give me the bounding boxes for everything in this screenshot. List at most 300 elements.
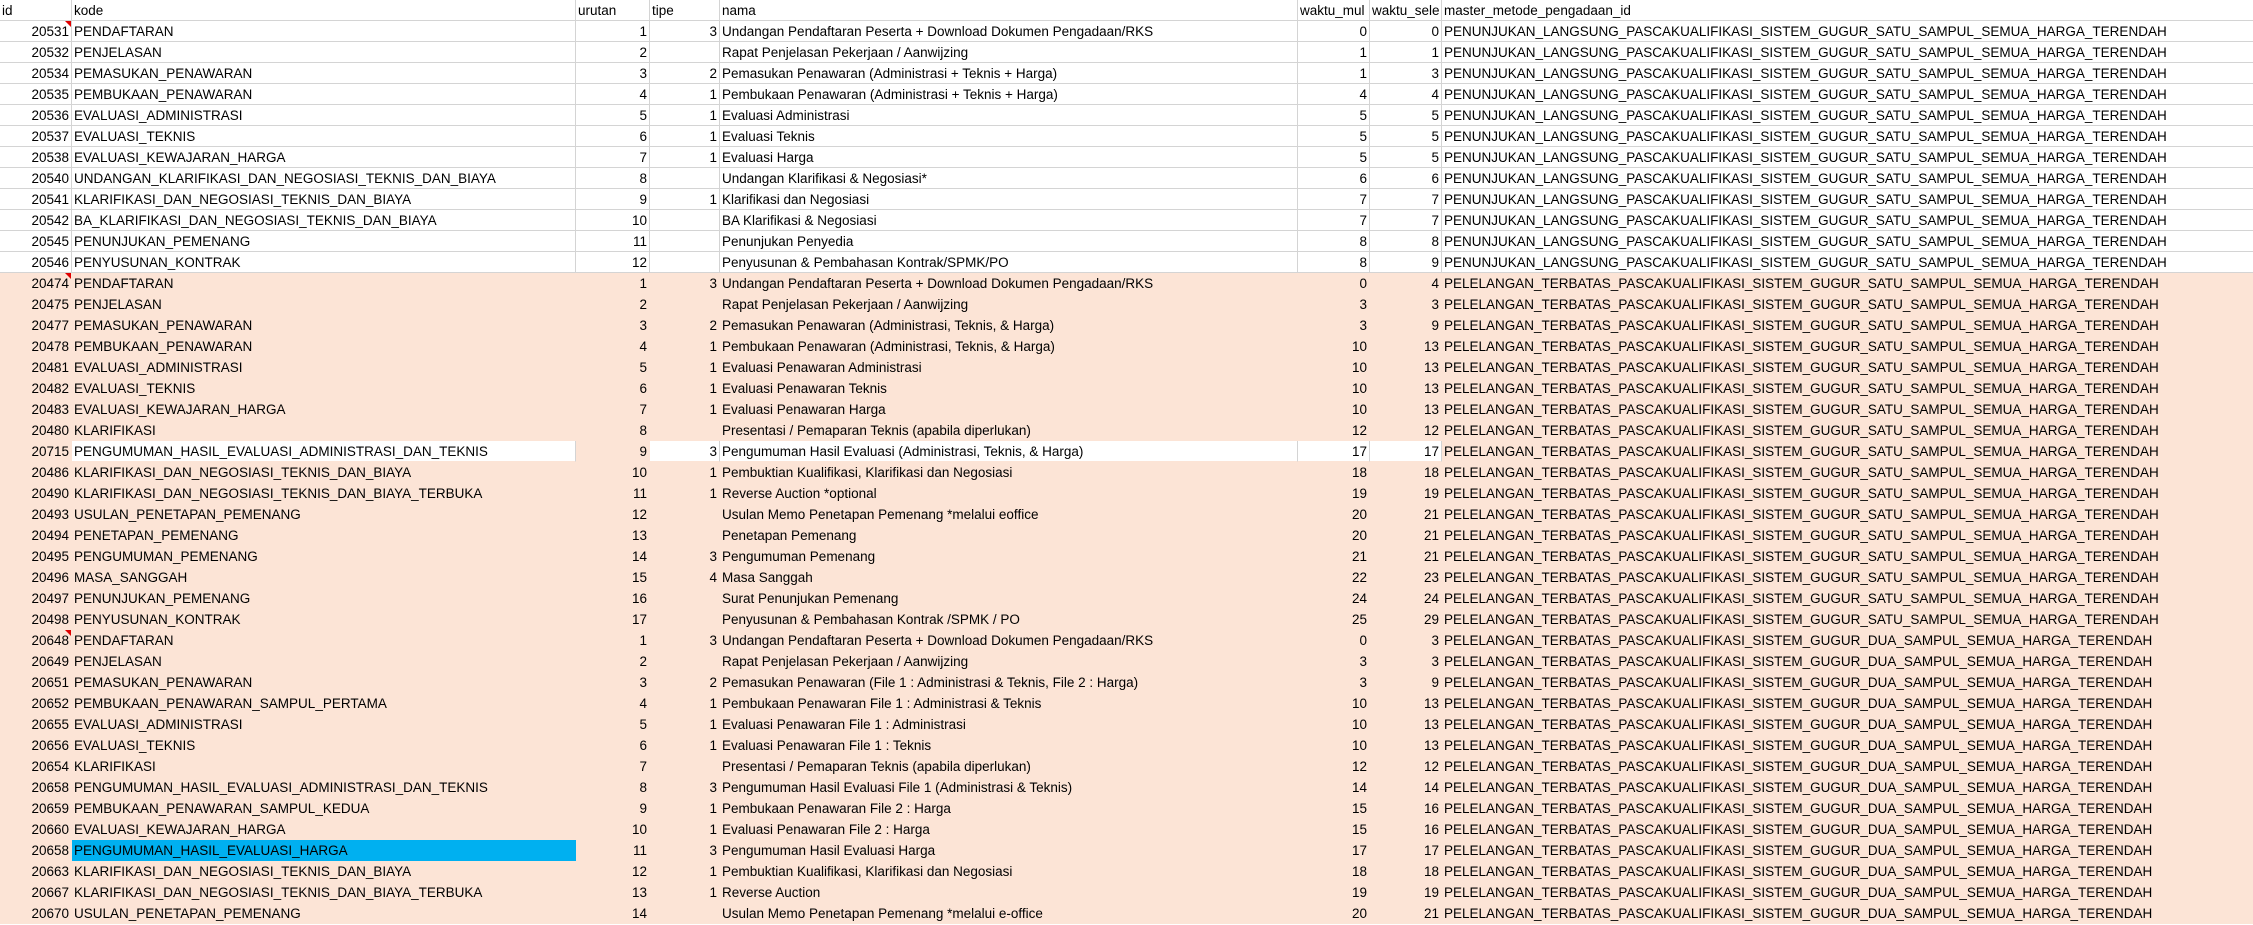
cell-id[interactable] <box>0 189 72 210</box>
cell-master-metode-pengadaan-id[interactable] <box>1442 588 2253 609</box>
cell-kode[interactable] <box>72 294 576 315</box>
cell-master-metode-pengadaan-id[interactable] <box>1442 840 2253 861</box>
cell-master-metode-pengadaan-id[interactable] <box>1442 399 2253 420</box>
cell-waktu-selesai[interactable] <box>1370 210 1442 231</box>
cell-urutan[interactable] <box>576 651 650 672</box>
cell-waktu-selesai[interactable] <box>1370 567 1442 588</box>
cell-waktu-mulai[interactable] <box>1298 315 1370 336</box>
cell-waktu-selesai[interactable] <box>1370 231 1442 252</box>
cell-nama[interactable] <box>720 336 1298 357</box>
header-id[interactable]: id <box>0 0 72 21</box>
cell-kode[interactable] <box>72 168 576 189</box>
cell-urutan[interactable] <box>576 777 650 798</box>
cell-tipe[interactable] <box>650 819 720 840</box>
cell-nama[interactable] <box>720 525 1298 546</box>
cell-urutan[interactable] <box>576 273 650 294</box>
cell-nama[interactable] <box>720 315 1298 336</box>
cell-master-metode-pengadaan-id[interactable] <box>1442 714 2253 735</box>
cell-urutan[interactable] <box>576 399 650 420</box>
cell-waktu-selesai[interactable] <box>1370 168 1442 189</box>
cell-master-metode-pengadaan-id[interactable] <box>1442 357 2253 378</box>
cell-nama[interactable] <box>720 861 1298 882</box>
cell-waktu-mulai[interactable] <box>1298 588 1370 609</box>
cell-id[interactable] <box>0 651 72 672</box>
cell-waktu-selesai[interactable] <box>1370 84 1442 105</box>
cell-id[interactable] <box>0 147 72 168</box>
cell-urutan[interactable] <box>576 903 650 924</box>
cell-tipe[interactable] <box>650 546 720 567</box>
cell-urutan[interactable] <box>576 819 650 840</box>
cell-master-metode-pengadaan-id[interactable] <box>1442 105 2253 126</box>
cell-waktu-mulai[interactable] <box>1298 189 1370 210</box>
cell-waktu-selesai[interactable] <box>1370 126 1442 147</box>
cell-urutan[interactable] <box>576 420 650 441</box>
cell-urutan[interactable] <box>576 504 650 525</box>
cell-waktu-mulai[interactable] <box>1298 903 1370 924</box>
cell-master-metode-pengadaan-id[interactable] <box>1442 798 2253 819</box>
cell-master-metode-pengadaan-id[interactable] <box>1442 462 2253 483</box>
cell-id[interactable] <box>0 105 72 126</box>
cell-master-metode-pengadaan-id[interactable] <box>1442 231 2253 252</box>
cell-waktu-selesai[interactable] <box>1370 462 1442 483</box>
cell-urutan[interactable] <box>576 756 650 777</box>
cell-nama[interactable] <box>720 105 1298 126</box>
cell-waktu-mulai[interactable] <box>1298 147 1370 168</box>
cell-nama[interactable] <box>720 483 1298 504</box>
cell-nama[interactable] <box>720 567 1298 588</box>
cell-waktu-selesai[interactable] <box>1370 693 1442 714</box>
cell-kode[interactable] <box>72 336 576 357</box>
cell-tipe[interactable] <box>650 462 720 483</box>
cell-waktu-mulai[interactable] <box>1298 336 1370 357</box>
cell-urutan[interactable] <box>576 882 650 903</box>
cell-tipe[interactable] <box>650 189 720 210</box>
cell-tipe[interactable] <box>650 672 720 693</box>
cell-waktu-mulai[interactable] <box>1298 231 1370 252</box>
cell-waktu-selesai[interactable] <box>1370 420 1442 441</box>
cell-waktu-selesai[interactable] <box>1370 252 1442 273</box>
cell-urutan[interactable] <box>576 609 650 630</box>
cell-urutan[interactable] <box>576 231 650 252</box>
cell-tipe[interactable] <box>650 693 720 714</box>
cell-urutan[interactable] <box>576 21 650 42</box>
cell-master-metode-pengadaan-id[interactable] <box>1442 882 2253 903</box>
cell-kode[interactable] <box>72 609 576 630</box>
cell-waktu-mulai[interactable] <box>1298 693 1370 714</box>
cell-id[interactable] <box>0 819 72 840</box>
cell-id[interactable] <box>0 441 72 462</box>
cell-tipe[interactable] <box>650 903 720 924</box>
cell-urutan[interactable] <box>576 483 650 504</box>
cell-id[interactable] <box>0 609 72 630</box>
cell-nama[interactable] <box>720 294 1298 315</box>
cell-nama[interactable] <box>720 126 1298 147</box>
cell-waktu-mulai[interactable] <box>1298 483 1370 504</box>
cell-master-metode-pengadaan-id[interactable] <box>1442 651 2253 672</box>
cell-id[interactable] <box>0 903 72 924</box>
cell-id[interactable] <box>0 882 72 903</box>
cell-urutan[interactable] <box>576 588 650 609</box>
cell-nama[interactable] <box>720 357 1298 378</box>
cell-tipe[interactable] <box>650 273 720 294</box>
cell-id[interactable] <box>0 525 72 546</box>
cell-waktu-selesai[interactable] <box>1370 819 1442 840</box>
cell-waktu-mulai[interactable] <box>1298 819 1370 840</box>
cell-waktu-selesai[interactable] <box>1370 525 1442 546</box>
cell-id[interactable] <box>0 546 72 567</box>
cell-kode[interactable] <box>72 84 576 105</box>
cell-waktu-mulai[interactable] <box>1298 273 1370 294</box>
cell-tipe[interactable] <box>650 798 720 819</box>
cell-tipe[interactable] <box>650 378 720 399</box>
cell-kode[interactable] <box>72 756 576 777</box>
cell-kode[interactable] <box>72 504 576 525</box>
cell-waktu-selesai[interactable] <box>1370 714 1442 735</box>
cell-master-metode-pengadaan-id[interactable] <box>1442 735 2253 756</box>
cell-urutan[interactable] <box>576 861 650 882</box>
cell-master-metode-pengadaan-id[interactable] <box>1442 21 2253 42</box>
cell-waktu-mulai[interactable] <box>1298 882 1370 903</box>
cell-id[interactable] <box>0 420 72 441</box>
cell-kode[interactable] <box>72 357 576 378</box>
cell-id[interactable] <box>0 693 72 714</box>
cell-id[interactable] <box>0 672 72 693</box>
cell-waktu-mulai[interactable] <box>1298 777 1370 798</box>
cell-urutan[interactable] <box>576 462 650 483</box>
cell-waktu-selesai[interactable] <box>1370 882 1442 903</box>
cell-kode[interactable] <box>72 441 576 462</box>
cell-master-metode-pengadaan-id[interactable] <box>1442 189 2253 210</box>
cell-nama[interactable] <box>720 210 1298 231</box>
cell-kode[interactable] <box>72 63 576 84</box>
cell-waktu-mulai[interactable] <box>1298 840 1370 861</box>
cell-kode[interactable] <box>72 252 576 273</box>
cell-waktu-selesai[interactable] <box>1370 378 1442 399</box>
cell-urutan[interactable] <box>576 252 650 273</box>
cell-id[interactable] <box>0 399 72 420</box>
cell-nama[interactable] <box>720 903 1298 924</box>
cell-waktu-selesai[interactable] <box>1370 546 1442 567</box>
cell-master-metode-pengadaan-id[interactable] <box>1442 525 2253 546</box>
cell-tipe[interactable] <box>650 105 720 126</box>
cell-nama[interactable] <box>720 168 1298 189</box>
cell-id[interactable] <box>0 168 72 189</box>
cell-nama[interactable] <box>720 441 1298 462</box>
cell-kode[interactable] <box>72 819 576 840</box>
cell-master-metode-pengadaan-id[interactable] <box>1442 84 2253 105</box>
cell-waktu-selesai[interactable] <box>1370 273 1442 294</box>
cell-waktu-mulai[interactable] <box>1298 630 1370 651</box>
cell-kode[interactable] <box>72 105 576 126</box>
cell-id[interactable] <box>0 357 72 378</box>
cell-master-metode-pengadaan-id[interactable] <box>1442 777 2253 798</box>
cell-nama[interactable] <box>720 147 1298 168</box>
cell-waktu-selesai[interactable] <box>1370 63 1442 84</box>
cell-waktu-selesai[interactable] <box>1370 147 1442 168</box>
cell-id[interactable] <box>0 42 72 63</box>
cell-waktu-mulai[interactable] <box>1298 672 1370 693</box>
cell-waktu-mulai[interactable] <box>1298 168 1370 189</box>
cell-waktu-mulai[interactable] <box>1298 420 1370 441</box>
cell-id[interactable] <box>0 126 72 147</box>
cell-waktu-mulai[interactable] <box>1298 84 1370 105</box>
cell-waktu-selesai[interactable] <box>1370 630 1442 651</box>
cell-id[interactable] <box>0 777 72 798</box>
cell-waktu-selesai[interactable] <box>1370 672 1442 693</box>
cell-nama[interactable] <box>720 630 1298 651</box>
cell-urutan[interactable] <box>576 84 650 105</box>
cell-master-metode-pengadaan-id[interactable] <box>1442 756 2253 777</box>
cell-id[interactable] <box>0 798 72 819</box>
cell-waktu-selesai[interactable] <box>1370 336 1442 357</box>
cell-nama[interactable] <box>720 756 1298 777</box>
cell-tipe[interactable] <box>650 21 720 42</box>
cell-waktu-selesai[interactable] <box>1370 735 1442 756</box>
cell-kode[interactable] <box>72 399 576 420</box>
cell-tipe[interactable] <box>650 735 720 756</box>
cell-kode[interactable] <box>72 126 576 147</box>
cell-nama[interactable] <box>720 714 1298 735</box>
header-master-metode-pengadaan-id[interactable]: master_metode_pengadaan_id <box>1442 0 2253 21</box>
cell-nama[interactable] <box>720 546 1298 567</box>
cell-urutan[interactable] <box>576 168 650 189</box>
cell-tipe[interactable] <box>650 840 720 861</box>
cell-master-metode-pengadaan-id[interactable] <box>1442 210 2253 231</box>
cell-kode[interactable] <box>72 861 576 882</box>
cell-kode[interactable] <box>72 483 576 504</box>
cell-tipe[interactable] <box>650 441 720 462</box>
cell-tipe[interactable] <box>650 525 720 546</box>
cell-waktu-mulai[interactable] <box>1298 567 1370 588</box>
cell-master-metode-pengadaan-id[interactable] <box>1442 315 2253 336</box>
cell-kode[interactable] <box>72 525 576 546</box>
header-urutan[interactable]: urutan <box>576 0 650 21</box>
cell-kode[interactable] <box>72 651 576 672</box>
cell-urutan[interactable] <box>576 630 650 651</box>
cell-urutan[interactable] <box>576 735 650 756</box>
cell-nama[interactable] <box>720 609 1298 630</box>
cell-id[interactable] <box>0 504 72 525</box>
cell-urutan[interactable] <box>576 189 650 210</box>
cell-urutan[interactable] <box>576 357 650 378</box>
cell-master-metode-pengadaan-id[interactable] <box>1442 567 2253 588</box>
cell-waktu-mulai[interactable] <box>1298 609 1370 630</box>
cell-kode[interactable] <box>72 315 576 336</box>
cell-urutan[interactable] <box>576 63 650 84</box>
cell-nama[interactable] <box>720 273 1298 294</box>
cell-tipe[interactable] <box>650 882 720 903</box>
cell-waktu-selesai[interactable] <box>1370 903 1442 924</box>
cell-waktu-mulai[interactable] <box>1298 252 1370 273</box>
cell-master-metode-pengadaan-id[interactable] <box>1442 861 2253 882</box>
cell-urutan[interactable] <box>576 441 650 462</box>
cell-id[interactable] <box>0 252 72 273</box>
cell-nama[interactable] <box>720 231 1298 252</box>
cell-nama[interactable] <box>720 21 1298 42</box>
cell-kode[interactable] <box>72 378 576 399</box>
cell-master-metode-pengadaan-id[interactable] <box>1442 420 2253 441</box>
cell-nama[interactable] <box>720 378 1298 399</box>
cell-kode[interactable] <box>72 693 576 714</box>
cell-tipe[interactable] <box>650 399 720 420</box>
cell-waktu-selesai[interactable] <box>1370 315 1442 336</box>
cell-waktu-selesai[interactable] <box>1370 294 1442 315</box>
cell-master-metode-pengadaan-id[interactable] <box>1442 630 2253 651</box>
header-tipe[interactable]: tipe <box>650 0 720 21</box>
cell-id[interactable] <box>0 273 72 294</box>
cell-id[interactable] <box>0 861 72 882</box>
cell-waktu-selesai[interactable] <box>1370 357 1442 378</box>
cell-kode[interactable] <box>72 42 576 63</box>
cell-tipe[interactable] <box>650 315 720 336</box>
cell-urutan[interactable] <box>576 294 650 315</box>
cell-id[interactable] <box>0 567 72 588</box>
cell-urutan[interactable] <box>576 798 650 819</box>
cell-nama[interactable] <box>720 882 1298 903</box>
cell-waktu-mulai[interactable] <box>1298 756 1370 777</box>
cell-waktu-selesai[interactable] <box>1370 21 1442 42</box>
cell-tipe[interactable] <box>650 168 720 189</box>
cell-nama[interactable] <box>720 462 1298 483</box>
cell-master-metode-pengadaan-id[interactable] <box>1442 147 2253 168</box>
cell-master-metode-pengadaan-id[interactable] <box>1442 252 2253 273</box>
cell-kode[interactable] <box>72 777 576 798</box>
cell-kode[interactable] <box>72 735 576 756</box>
cell-nama[interactable] <box>720 63 1298 84</box>
cell-waktu-selesai[interactable] <box>1370 105 1442 126</box>
cell-kode[interactable] <box>72 588 576 609</box>
cell-nama[interactable] <box>720 777 1298 798</box>
cell-tipe[interactable] <box>650 483 720 504</box>
cell-nama[interactable] <box>720 735 1298 756</box>
cell-waktu-mulai[interactable] <box>1298 126 1370 147</box>
cell-nama[interactable] <box>720 840 1298 861</box>
cell-urutan[interactable] <box>576 210 650 231</box>
cell-master-metode-pengadaan-id[interactable] <box>1442 126 2253 147</box>
cell-urutan[interactable] <box>576 672 650 693</box>
cell-waktu-mulai[interactable] <box>1298 462 1370 483</box>
cell-tipe[interactable] <box>650 336 720 357</box>
cell-master-metode-pengadaan-id[interactable] <box>1442 546 2253 567</box>
cell-waktu-selesai[interactable] <box>1370 651 1442 672</box>
cell-master-metode-pengadaan-id[interactable] <box>1442 63 2253 84</box>
cell-waktu-selesai[interactable] <box>1370 399 1442 420</box>
cell-waktu-mulai[interactable] <box>1298 651 1370 672</box>
cell-tipe[interactable] <box>650 609 720 630</box>
cell-waktu-mulai[interactable] <box>1298 735 1370 756</box>
cell-id[interactable] <box>0 735 72 756</box>
cell-id[interactable] <box>0 588 72 609</box>
cell-id[interactable] <box>0 378 72 399</box>
cell-master-metode-pengadaan-id[interactable] <box>1442 441 2253 462</box>
cell-nama[interactable] <box>720 672 1298 693</box>
comment-indicator-icon[interactable] <box>65 273 71 279</box>
comment-indicator-icon[interactable] <box>65 630 71 636</box>
cell-waktu-mulai[interactable] <box>1298 294 1370 315</box>
cell-urutan[interactable] <box>576 693 650 714</box>
cell-waktu-mulai[interactable] <box>1298 714 1370 735</box>
cell-nama[interactable] <box>720 651 1298 672</box>
cell-kode[interactable] <box>72 273 576 294</box>
header-nama[interactable]: nama <box>720 0 1298 21</box>
cell-tipe[interactable] <box>650 714 720 735</box>
cell-tipe[interactable] <box>650 567 720 588</box>
cell-master-metode-pengadaan-id[interactable] <box>1442 294 2253 315</box>
cell-id[interactable] <box>0 21 72 42</box>
cell-kode[interactable] <box>72 210 576 231</box>
cell-waktu-mulai[interactable] <box>1298 105 1370 126</box>
cell-waktu-selesai[interactable] <box>1370 588 1442 609</box>
cell-id[interactable] <box>0 840 72 861</box>
cell-waktu-selesai[interactable] <box>1370 840 1442 861</box>
cell-kode[interactable] <box>72 630 576 651</box>
header-waktu-selesai[interactable]: waktu_sele <box>1370 0 1442 21</box>
cell-waktu-mulai[interactable] <box>1298 42 1370 63</box>
cell-tipe[interactable] <box>650 357 720 378</box>
cell-kode[interactable] <box>72 672 576 693</box>
cell-nama[interactable] <box>720 693 1298 714</box>
cell-tipe[interactable] <box>650 756 720 777</box>
cell-waktu-mulai[interactable] <box>1298 399 1370 420</box>
cell-kode[interactable] <box>72 420 576 441</box>
header-waktu-mulai[interactable]: waktu_mul <box>1298 0 1370 21</box>
cell-master-metode-pengadaan-id[interactable] <box>1442 819 2253 840</box>
cell-id[interactable] <box>0 315 72 336</box>
cell-waktu-selesai[interactable] <box>1370 798 1442 819</box>
cell-kode[interactable] <box>72 231 576 252</box>
cell-nama[interactable] <box>720 252 1298 273</box>
cell-id[interactable] <box>0 714 72 735</box>
header-kode[interactable]: kode <box>72 0 576 21</box>
cell-waktu-mulai[interactable] <box>1298 357 1370 378</box>
cell-id[interactable] <box>0 483 72 504</box>
cell-urutan[interactable] <box>576 336 650 357</box>
cell-nama[interactable] <box>720 420 1298 441</box>
cell-master-metode-pengadaan-id[interactable] <box>1442 504 2253 525</box>
cell-kode[interactable] <box>72 798 576 819</box>
cell-waktu-selesai[interactable] <box>1370 777 1442 798</box>
cell-waktu-selesai[interactable] <box>1370 189 1442 210</box>
cell-urutan[interactable] <box>576 840 650 861</box>
cell-id[interactable] <box>0 756 72 777</box>
cell-waktu-selesai[interactable] <box>1370 441 1442 462</box>
cell-master-metode-pengadaan-id[interactable] <box>1442 378 2253 399</box>
cell-kode[interactable] <box>72 903 576 924</box>
cell-nama[interactable] <box>720 399 1298 420</box>
cell-kode[interactable] <box>72 147 576 168</box>
cell-urutan[interactable] <box>576 714 650 735</box>
cell-tipe[interactable] <box>650 126 720 147</box>
cell-nama[interactable] <box>720 42 1298 63</box>
cell-waktu-selesai[interactable] <box>1370 504 1442 525</box>
cell-master-metode-pengadaan-id[interactable] <box>1442 903 2253 924</box>
cell-kode[interactable] <box>72 462 576 483</box>
cell-urutan[interactable] <box>576 42 650 63</box>
cell-waktu-mulai[interactable] <box>1298 546 1370 567</box>
cell-tipe[interactable] <box>650 42 720 63</box>
cell-tipe[interactable] <box>650 777 720 798</box>
cell-waktu-mulai[interactable] <box>1298 21 1370 42</box>
cell-waktu-mulai[interactable] <box>1298 504 1370 525</box>
cell-master-metode-pengadaan-id[interactable] <box>1442 168 2253 189</box>
cell-tipe[interactable] <box>650 63 720 84</box>
cell-urutan[interactable] <box>576 105 650 126</box>
cell-urutan[interactable] <box>576 567 650 588</box>
cell-kode[interactable] <box>72 567 576 588</box>
cell-nama[interactable] <box>720 798 1298 819</box>
cell-tipe[interactable] <box>650 84 720 105</box>
cell-kode[interactable] <box>72 840 576 861</box>
